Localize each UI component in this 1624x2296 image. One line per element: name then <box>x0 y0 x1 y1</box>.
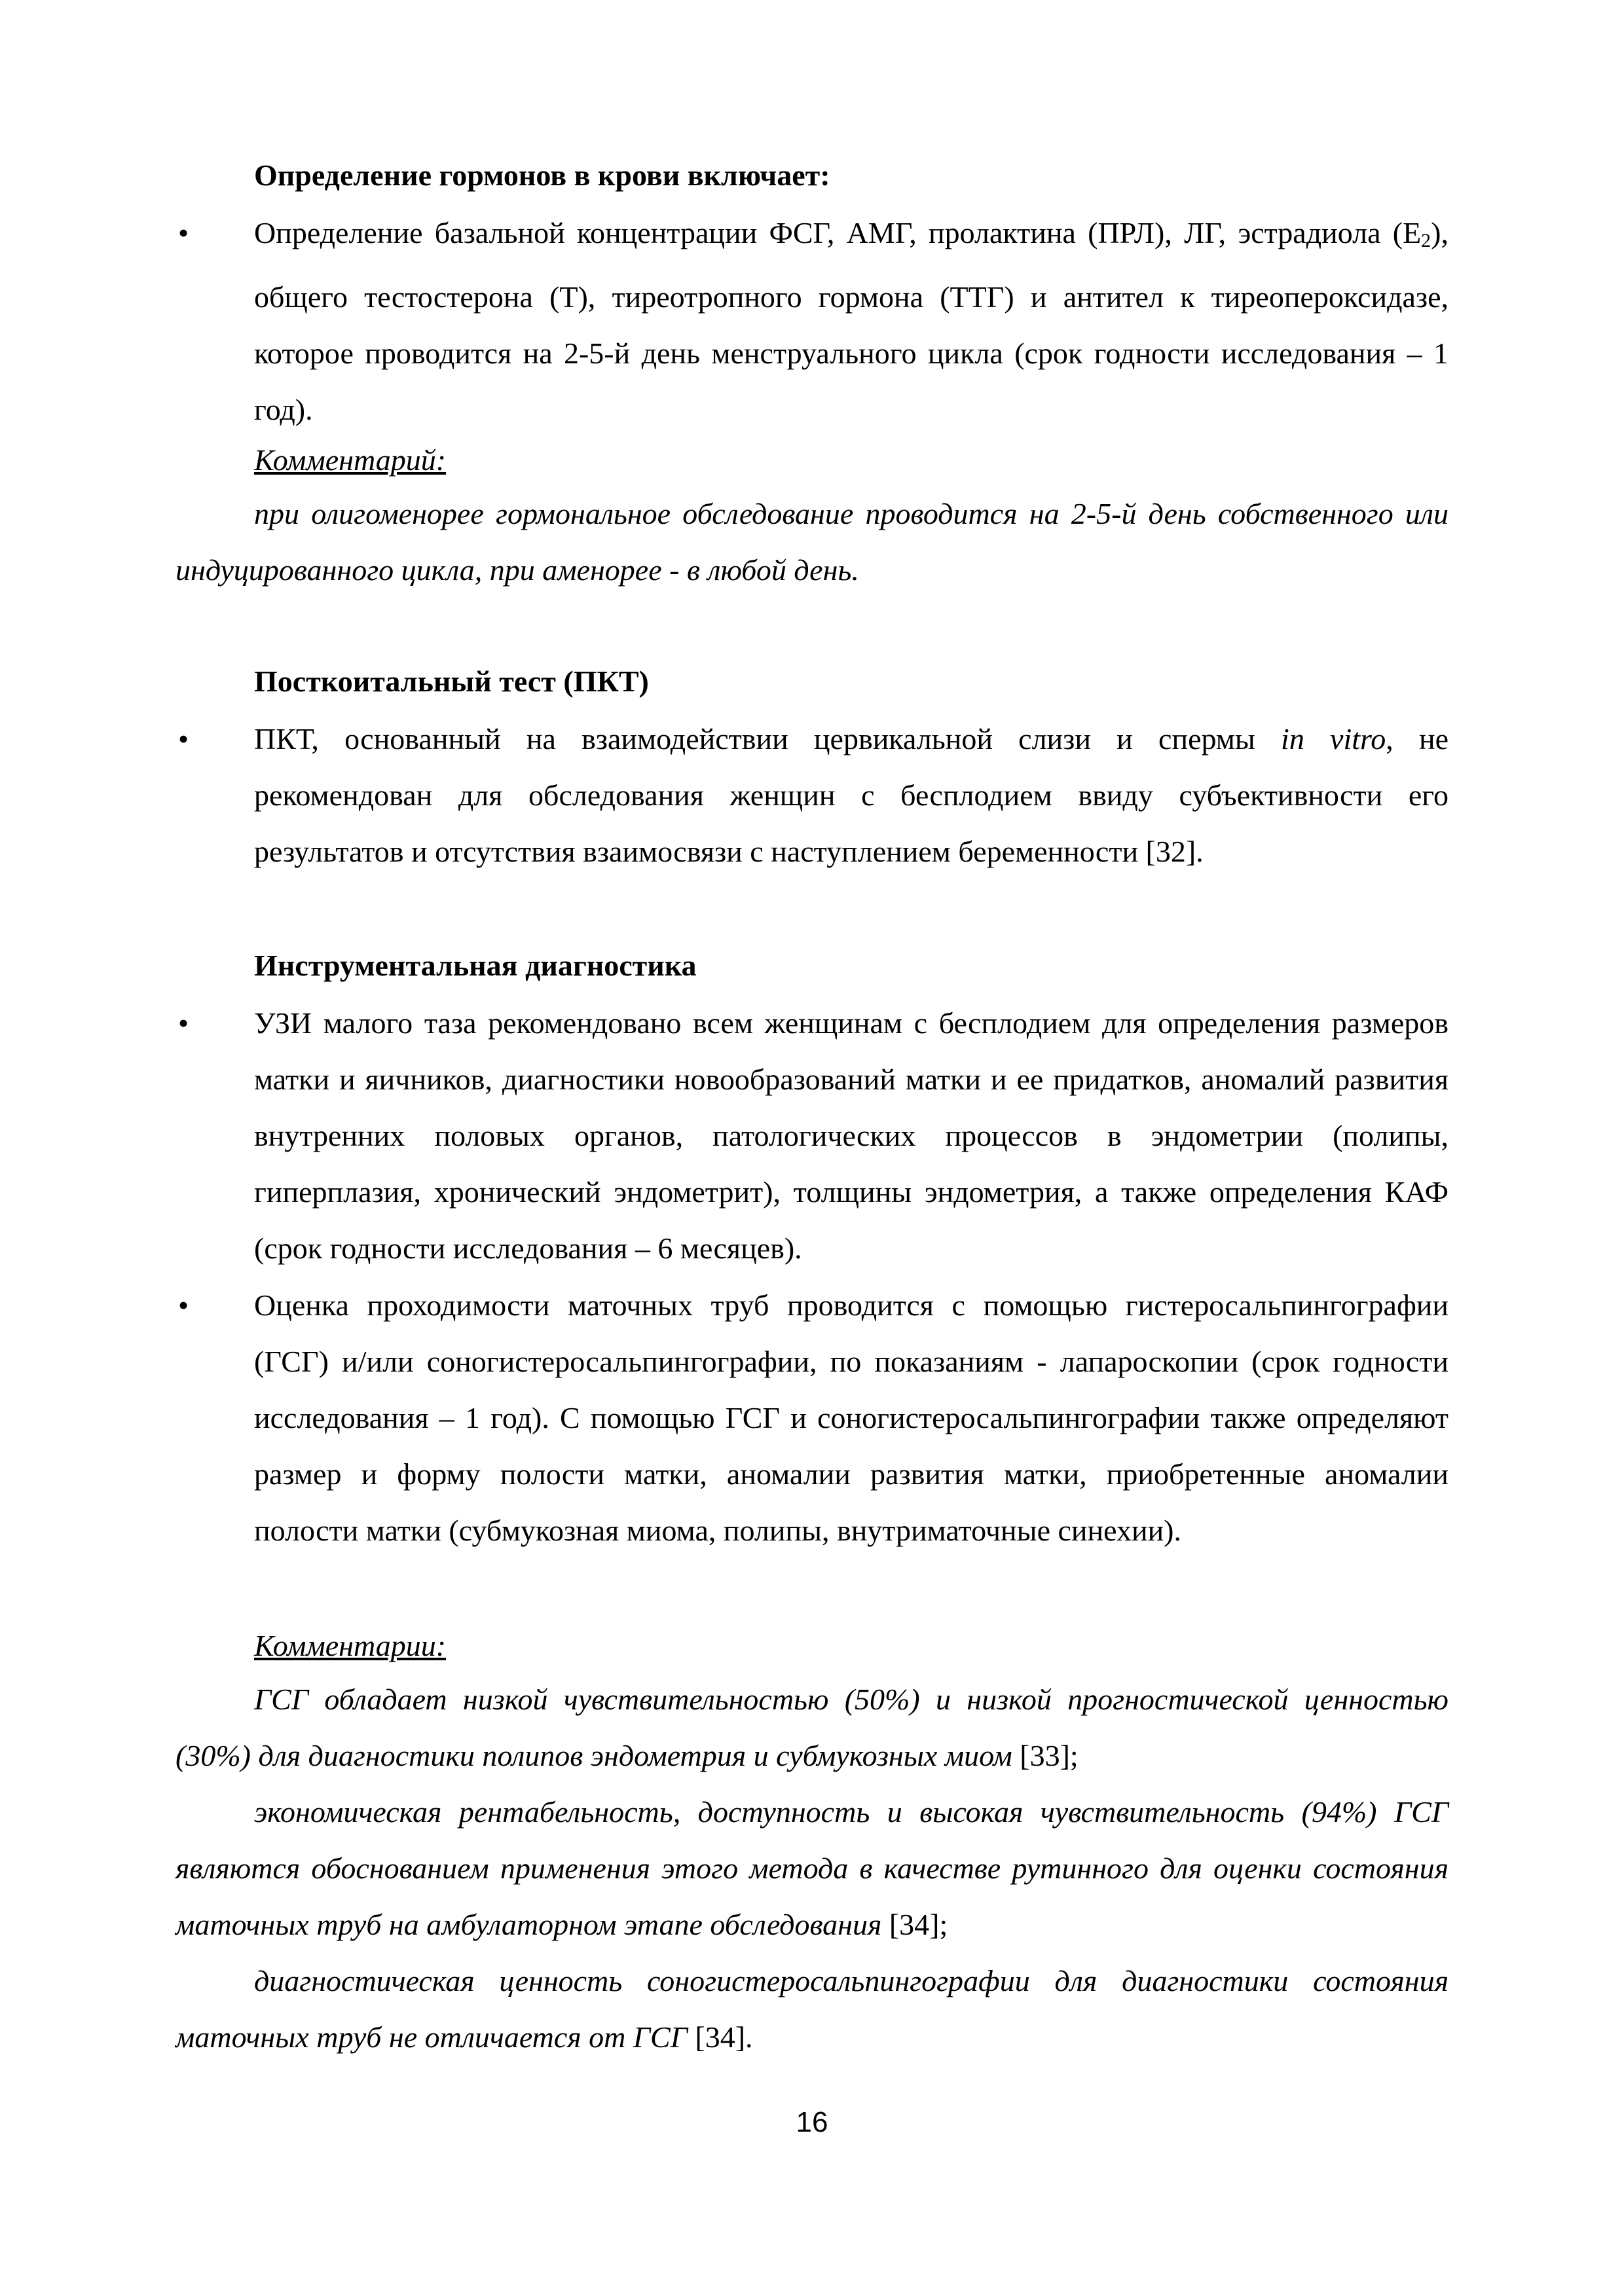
comment-2-italic: экономическая рентабельность, доступность и высокая чувствительность (94%) ГСГ являются обоснованием применения этого метода в качестве рутинного для оценки состояния маточных труб на амбулаторном этапе обследования <box>175 1795 1449 1941</box>
ultrasound-bullet <box>175 995 1449 1277</box>
pct-bullet <box>175 711 1449 880</box>
pct-heading: Посткоитальный тест (ПКТ) <box>254 665 649 698</box>
hormones-bullet-text-part2: ), общего тестостерона (Т), тиреотропного гормона (ТТГ) и антител к тиреопероксидазе, которое проводится на 2-5-й день менструального цикла (срок годности исследования – 1 год). <box>254 216 1449 426</box>
comment-3-italic: диагностическая ценность соногистеросальпингографии для диагностики состояния маточных труб не отличается от ГСГ <box>175 1964 1449 2054</box>
comment-1-reference: [33]; <box>1012 1739 1079 1772</box>
instrumental-heading: Инструментальная диагностика <box>254 949 697 982</box>
bullet-icon: • <box>178 1006 189 1040</box>
hormones-bullet-text-part1: Определение базальной концентрации ФСГ, АМГ, пролактина (ПРЛ), ЛГ, эстрадиола (Е <box>254 216 1422 249</box>
ultrasound-bullet-text: УЗИ малого таза рекомендовано всем женщинам с бесплодием для определения размеров матки и яичников, диагностики новообразований матки и ее придатков, аномалий развития внутренних половых органов, патологических процессов в эндометрии (полипы, гиперплазия, хронический эндометрит), толщины эндометрия, а также определения КАФ (срок годности исследования – 6 месяцев). <box>254 1006 1449 1265</box>
instrumental-comment-1 <box>175 1671 1449 1784</box>
comment-2-reference: [34]; <box>881 1908 948 1941</box>
hormones-comment-italic: при олигоменорее гормональное обследование проводится на 2-5-й день собственного или индуцированного цикла, при аменорее - в любой день. <box>175 497 1449 587</box>
in-vitro-italic: in vitro <box>1281 722 1386 756</box>
tubal-patency-bullet <box>175 1277 1449 1559</box>
pct-bullet-text <box>254 711 1449 880</box>
hormones-comment-text <box>175 486 1449 598</box>
comment-1-italic: ГСГ обладает низкой чувствительностью (50%) и низкой прогностической ценностью (30%) для диагностики полипов эндометрия и субмукозных миом <box>175 1683 1449 1772</box>
tubal-patency-bullet-text: Оценка проходимости маточных труб проводится с помощью гистеросальпингографии (ГСГ) и/или соногистеросальпингографии, по показаниям - лапароскопии (срок годности исследования – 1 год). С помощью ГСГ и соногистеросальпингографии также определяют размер и форму полости матки, аномалии развития матки, приобретенные аномалии полости матки (субмукозная миома, полипы, внутриматочные синехии). <box>254 1288 1449 1547</box>
page-number: 16 <box>796 2106 828 2138</box>
hormones-bullet <box>175 205 1449 438</box>
instrumental-comment-3 <box>175 1953 1449 2066</box>
hormones-heading: Определение гормонов в крови включает: <box>254 158 830 192</box>
instrumental-comment-2 <box>175 1784 1449 1953</box>
hormones-bullet-text <box>254 205 1449 438</box>
estradiol-subscript: 2 <box>1421 230 1431 251</box>
pct-bullet-text-part1: ПКТ, основанный на взаимодействии цервикальной слизи и спермы <box>254 722 1282 756</box>
comment-3-reference: [34]. <box>687 2020 753 2054</box>
bullet-icon: • <box>178 216 189 249</box>
bullet-icon: • <box>178 1288 189 1322</box>
bullet-icon: • <box>178 722 189 756</box>
instrumental-comment-label: Комментарии: <box>254 1629 447 1662</box>
hormones-comment-label: Комментарий: <box>254 443 447 477</box>
pct-bullet-text-part2: , не рекомендован для обследования женщин с бесплодием ввиду субъективности его результатов и отсутствия взаимосвязи с наступлением беременности [32]. <box>254 722 1449 868</box>
